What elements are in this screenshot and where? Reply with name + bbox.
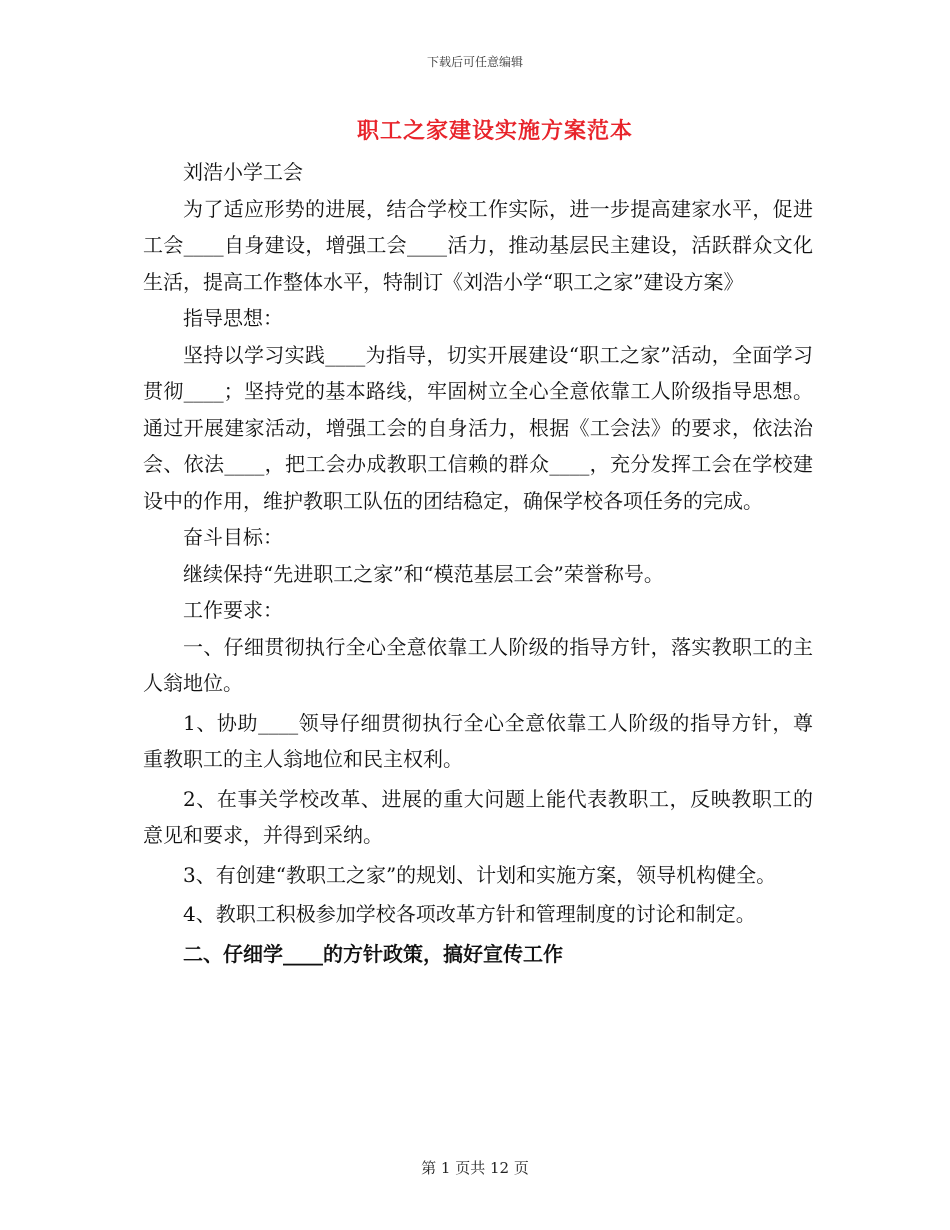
header-note: 下载后可任意编辑 [426,55,523,69]
goal-heading: 奋斗目标： [183,525,283,549]
guiding-paragraph: 坚持以学习实践____为指导，切实开展建设“职工之家”活动，全面学习贯彻____；坚持党的基本路线，牢固树立全心全意依靠工人阶级指导思想。通过开展建家活动，增强工会的自身活力，根据《工会法》的要求，依法治会、依法____，把工会办成教职工信赖的群众____，充分发挥工会在学校建设中的作用，维护教职工队伍的团结稳定，确保学校各项任务的完成。 [143,342,813,513]
requirement-item-2: 2、在事关学校改革、进展的重大问题上能代表教职工，反映教职工的意见和要求，并得到采纳。 [143,786,813,847]
requirements-heading: 工作要求： [183,598,283,622]
organization-name: 刘浩小学工会 [183,160,303,184]
document-body [143,154,813,972]
guiding-heading: 指导思想： [183,306,283,330]
goal-paragraph: 继续保持“先进职工之家”和“模范基层工会”荣誉称号。 [183,561,664,586]
intro-paragraph: 为了适应形势的进展，结合学校工作实际，进一步提高建家水平，促进工会____自身建设，增强工会____活力，推动基层民主建设，活跃群众文化生活，提高工作整体水平，特制订《刘浩小学“职工之家”建设方案》 [143,196,813,294]
page-number: 第 1 页共 12 页 [421,1159,529,1177]
document-title: 职工之家建设实施方案范本 [356,118,633,144]
section-two: 二、仔细学____的方针政策，搞好宣传工作 [183,941,563,966]
requirement-item-4: 4、教职工积极参加学校各项改革方针和管理制度的讨论和制定。 [183,902,756,926]
requirement-item-3: 3、有创建“教职工之家”的规划、计划和实施方案，领导机构健全。 [183,862,777,887]
section-one: 一、仔细贯彻执行全心全意依靠工人阶级的指导方针，落实教职工的主人翁地位。 [143,634,813,695]
requirement-item-1: 1、协助____领导仔细贯彻执行全心全意依靠工人阶级的指导方针，尊重教职工的主人翁地位和民主权利。 [143,710,813,771]
